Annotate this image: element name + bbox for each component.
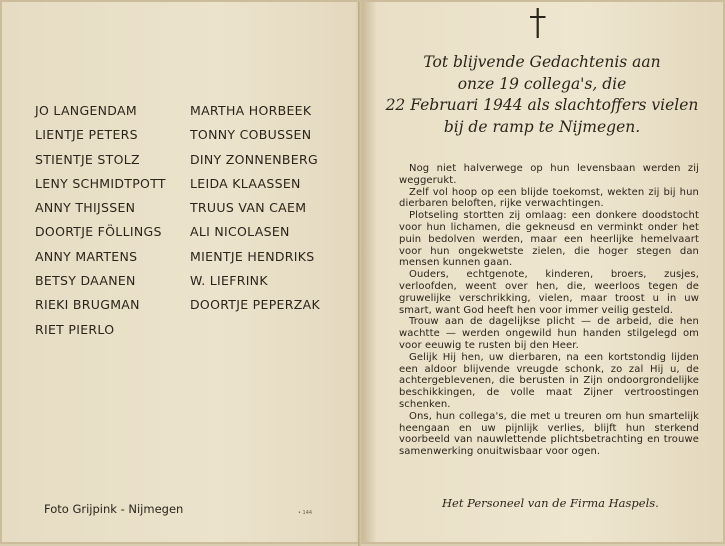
cross-icon [528, 8, 548, 38]
paragraph: Ons, hun collega's, die met u treuren om hun smartelijk heengaan en uw pijnlijk verlies, blijft hun sterkend voorbeeld van nauwlettende plichtsbetrachting en trouwe samenwerking onuitwisbaar voor ogen. [399, 410, 699, 458]
memorial-heading [377, 52, 707, 138]
paragraph: Gelijk Hij hen, uw dierbaren, na een kortstondig lijden een aldoor blijvende vreugde schonk, zo zal Hij u, de achtergeblevenen, die berusten in Zijn ondoorgrondelijke beschikkingen, de volle maat Zijner vertroostingen schenken. [399, 351, 699, 410]
name-entry: RIEKI BRUGMAN [35, 297, 140, 313]
photo-credit: Foto Grijpink - Nijmegen [44, 502, 184, 516]
name-entry: DINY ZONNENBERG [190, 151, 318, 167]
name-entry: RIET PIERLO [35, 321, 115, 337]
memorial-text [399, 163, 699, 458]
name-entry: TRUUS VAN CAEM [190, 200, 307, 216]
paragraph: Trouw aan de dagelijkse plicht — de arbeid, die hen wachtte — werden ongewild hun handen stilgelegd om voor eeuwig te rusten bij den Heer. [399, 316, 699, 351]
name-entry: ALI NICOLASEN [190, 224, 290, 240]
paragraph: Ouders, echtgenote, kinderen, broers, zusjes, verloofden, weent over hen, die, weerloos tegen de gruwelijke verschrikking, vielen, maar troost u in uw smart, want God heeft hen voor immer veilig gesteld. [399, 269, 699, 316]
name-entry: MARTHA HORBEEK [190, 103, 312, 118]
heading-line: 22 Februari 1944 als slachtoffers vielen [385, 96, 699, 114]
left-page [2, 2, 358, 546]
names-column-2 [190, 99, 360, 318]
name-entry: ANNY MARTENS [35, 248, 138, 264]
printer-mark: • 144 [298, 510, 313, 516]
right-page [362, 2, 725, 546]
name-entry: BETSY DAANEN [35, 273, 136, 289]
name-entry: STIENTJE STOLZ [35, 151, 140, 167]
name-entry: W. LIEFRINK [190, 273, 268, 289]
name-entry: DOORTJE PEPERZAK [190, 297, 320, 313]
heading-line: bij de ramp te Nijmegen. [443, 117, 641, 136]
name-entry: LEIDA KLAASSEN [190, 175, 301, 191]
heading-line: Tot blijvende Gedachtenis aan [423, 53, 661, 71]
name-entry: JO LANGENDAM [35, 103, 137, 118]
paragraph: Zelf vol hoop op een blijde toekomst, wekten zij bij hun dierbaren beloften, rijke verwachtingen. [399, 186, 699, 210]
name-entry: DOORTJE FÖLLINGS [35, 224, 162, 240]
name-entry: MIENTJE HENDRIKS [190, 248, 315, 264]
heading-line: onze 19 collega's, die [457, 74, 627, 93]
signature: Het Personeel van de Firma Haspels. [442, 496, 659, 510]
paragraph: Plotseling stortten zij omlaag: een donkere doodstocht voor hun lichamen, die gekneusd en verminkt onder het puin bedolven werden, maar een heerlijke hemelvaart voor hun ongekwetste zielen, die hoger stegen dan mensen kunnen gaan. [399, 210, 699, 269]
name-entry: TONNY COBUSSEN [190, 127, 312, 143]
names-column-1 [35, 99, 195, 342]
name-entry: LIENTJE PETERS [35, 127, 138, 143]
paragraph: Nog niet halverwege op hun levensbaan werden zij weggerukt. [399, 163, 699, 186]
name-entry: LENY SCHMIDTPOTT [35, 175, 166, 191]
name-entry: ANNY THIJSSEN [35, 200, 136, 216]
